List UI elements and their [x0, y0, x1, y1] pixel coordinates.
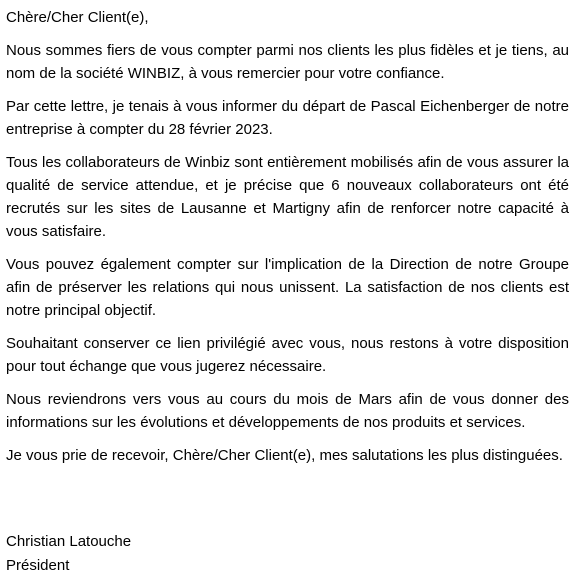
letter-paragraph-6: Nous reviendrons vers vous au cours du mois de Mars afin de vous donner des informations sur les évolutions et développements de nos produits et services. [6, 391, 569, 431]
letter-paragraph-4: Vous pouvez également compter sur l'implication de la Direction de notre Groupe afin de préserver les relations qui nous unissent. La satisfaction de nos clients est notre principal objectif. [6, 256, 569, 319]
letter-greeting: Chère/Cher Client(e), [6, 9, 149, 26]
letter-paragraph-2: Par cette lettre, je tenais à vous informer du départ de Pascal Eichenberger de notre entreprise à compter du 28 février 2023. [6, 98, 569, 138]
signature-name: Christian Latouche [6, 533, 132, 550]
letter-paragraph-1: Nous sommes fiers de vous compter parmi nos clients les plus fidèles et je tiens, au nom de la société WINBIZ, à vous remercier pour votre confiance. [6, 42, 569, 82]
letter-paragraph-3: Tous les collaborateurs de Winbiz sont entièrement mobilisés afin de vous assurer la qualité de service attendue, et je précise que 6 nouveaux collaborateurs ont été recrutés sur les sites de Lausanne et Martigny afin de renforcer notre capacité à vous satisfaire. [6, 154, 569, 240]
letter-closing: Je vous prie de recevoir, Chère/Cher Client(e), mes salutations les plus distinguées. [6, 447, 563, 464]
signature-block [6, 530, 569, 578]
signature-title: Président [6, 557, 70, 574]
letter-paragraph-5: Souhaitant conserver ce lien privilégié avec vous, nous restons à votre disposition pour tout échange que vous jugerez nécessaire. [6, 335, 569, 375]
